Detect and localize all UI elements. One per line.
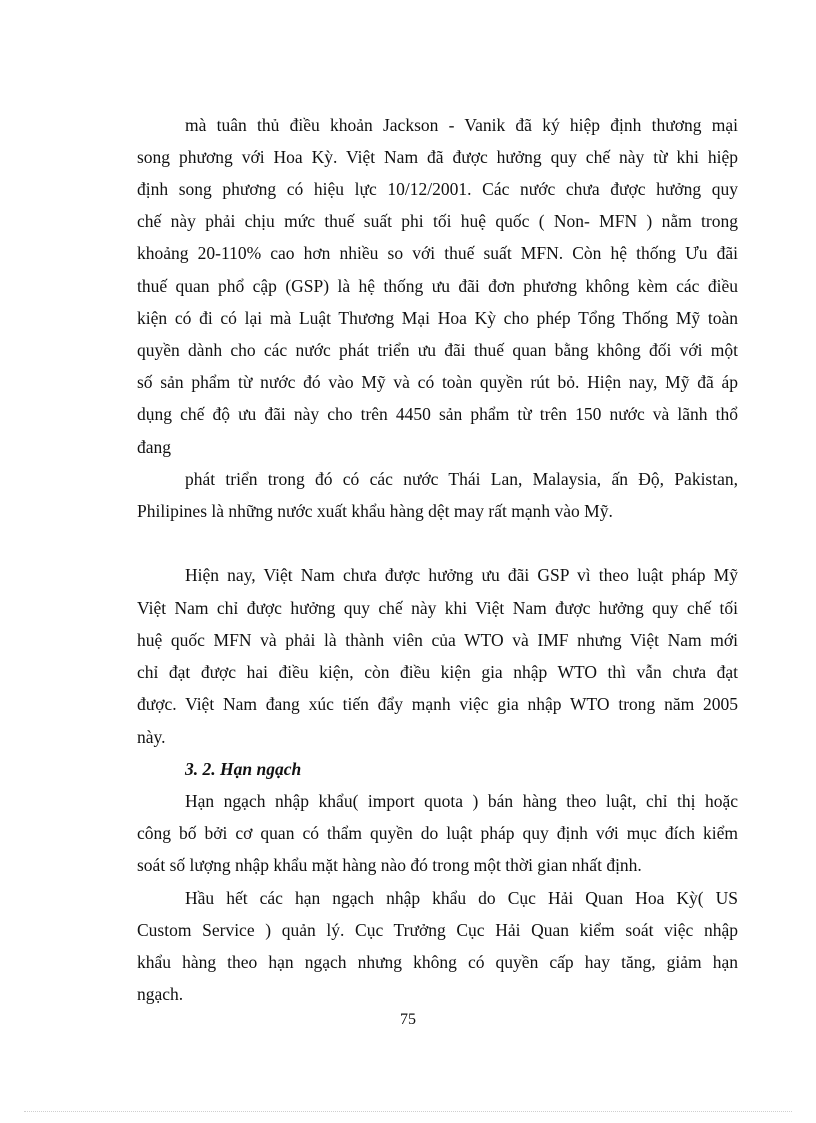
paragraph-line: số sản phẩm từ nước đó vào Mỹ và có toàn quyền rút bỏ. Hiện nay, Mỹ đã áp: [137, 372, 738, 392]
paragraph-line: song phương với Hoa Kỳ. Việt Nam đã được hưởng quy chế này từ khi hiệp: [137, 147, 738, 167]
paragraph-line: kiện có đi có lại mà Luật Thương Mại Hoa Kỳ cho phép Tổng Thống Mỹ toàn: [137, 308, 738, 328]
paragraph-line: Custom Service ) quản lý. Cục Trưởng Cục Hải Quan kiểm soát việc nhập: [137, 920, 738, 940]
paragraph-line: định song phương có hiệu lực 10/12/2001. Các nước chưa được hưởng quy: [137, 179, 738, 199]
paragraph-line: chế này phải chịu mức thuế suất phi tối huệ quốc ( Non- MFN ) nằm trong: [137, 211, 738, 231]
paragraph-line: Philipines là những nước xuất khẩu hàng dệt may rất mạnh vào Mỹ.: [137, 501, 613, 521]
paragraph-line: khoảng 20-110% cao hơn nhiều so với thuế suất MFN. Còn hệ thống Ưu đãi: [137, 243, 738, 263]
paragraph-line: huệ quốc MFN và phải là thành viên của WTO và IMF nhưng Việt Nam mới: [137, 630, 738, 650]
paragraph-line: Hiện nay, Việt Nam chưa được hưởng ưu đãi GSP vì theo luật pháp Mỹ: [185, 565, 738, 585]
paragraph-line: mà tuân thủ điều khoản Jackson - Vanik đã ký hiệp định thương mại: [185, 115, 738, 135]
paragraph-line: Hạn ngạch nhập khẩu( import quota ) bán hàng theo luật, chỉ thị hoặc: [185, 791, 738, 811]
section-heading: 3. 2. Hạn ngạch: [185, 759, 302, 779]
paragraph-line: chỉ đạt được hai điều kiện, còn điều kiện gia nhập WTO thì vẫn chưa đạt: [137, 662, 738, 682]
paragraph-line: Việt Nam chỉ được hưởng quy chế này khi Việt Nam được hưởng quy chế tối: [137, 598, 738, 618]
paragraph-line: được. Việt Nam đang xúc tiến đẩy mạnh việc gia nhập WTO trong năm 2005: [137, 694, 738, 714]
paragraph-line: này.: [137, 727, 166, 747]
paragraph-line: ngạch.: [137, 984, 184, 1004]
paragraph-line: Hầu hết các hạn ngạch nhập khẩu do Cục Hải Quan Hoa Kỳ( US: [185, 888, 738, 908]
paragraph-line: quyền dành cho các nước phát triển ưu đãi thuế quan bằng không đối với một: [137, 340, 738, 360]
paragraph-line: công bố bởi cơ quan có thẩm quyền do luật pháp quy định với mục đích kiểm: [137, 823, 738, 843]
paragraph-line: dụng chế độ ưu đãi này cho trên 4450 sản phẩm từ trên 150 nước và lãnh thổ: [137, 404, 738, 424]
paragraph-line: khẩu hàng theo hạn ngạch nhưng không có quyền cấp hay tăng, giảm hạn: [137, 952, 738, 972]
paragraph-line: đang: [137, 437, 172, 457]
paragraph-line: thuế quan phổ cập (GSP) là hệ thống ưu đãi đơn phương không kèm các điều: [137, 276, 738, 296]
page-bottom-rule: [24, 1111, 792, 1112]
paragraph-line: phát triển trong đó có các nước Thái Lan, Malaysia, ấn Độ, Pakistan,: [185, 469, 738, 489]
paragraph-line: soát số lượng nhập khẩu mặt hàng nào đó trong một thời gian nhất định.: [137, 855, 642, 875]
page-number: 75: [400, 1011, 416, 1028]
